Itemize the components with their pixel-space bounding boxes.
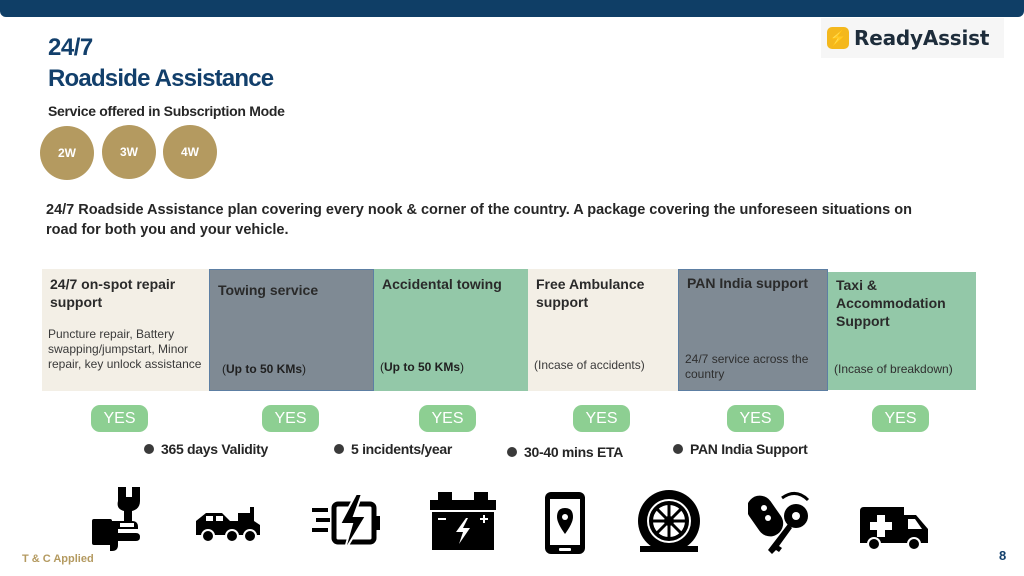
mechanic-wrench-icon	[88, 485, 144, 555]
service-detail: (Incase of breakdown)	[834, 362, 953, 376]
service-card-accidental-towing	[374, 269, 528, 391]
top-banner	[0, 0, 1024, 17]
brand-logo	[821, 18, 1004, 58]
service-card-pan-india	[678, 269, 828, 391]
tyre-icon	[634, 488, 704, 554]
car-battery-icon	[428, 490, 498, 552]
included-badge: YES	[262, 405, 319, 432]
bullet-icon	[507, 447, 517, 457]
feature-pan-india: PAN India Support	[673, 441, 808, 457]
service-title: 24/7 on-spot repair support	[50, 276, 176, 310]
feature-validity: 365 days Validity	[144, 441, 268, 457]
tow-truck-icon	[192, 503, 264, 543]
bullet-icon	[144, 444, 154, 454]
service-detail: (Up to 50 KMs)	[380, 360, 465, 374]
page-subtitle: Service offered in Subscription Mode	[48, 103, 285, 119]
service-detail: 24/7 service across the country	[685, 352, 809, 381]
bullet-icon	[334, 444, 344, 454]
service-card-towing	[209, 269, 374, 391]
feature-incidents: 5 incidents/year	[334, 441, 452, 457]
vehicle-type-3w: 3W	[102, 125, 156, 179]
ambulance-icon	[858, 505, 930, 551]
car-key-icon	[748, 488, 816, 560]
service-title: Taxi & Accommodation Support	[836, 277, 946, 329]
vehicle-type-2w: 2W	[40, 126, 94, 180]
service-detail: Puncture repair, Battery swapping/jumpstart, Minor repair, key unlock assistance	[48, 327, 202, 371]
service-detail: (Up to 50 KMs)	[222, 362, 307, 376]
vehicle-type-4w: 4W	[163, 125, 217, 179]
plan-description: 24/7 Roadside Assistance plan covering every nook & corner of the country. A package covering the unforeseen situations on road for both you and your vehicle.	[46, 202, 912, 238]
service-title: Accidental towing	[382, 276, 502, 292]
electric-bolt-icon	[312, 492, 382, 554]
included-badge: YES	[727, 405, 784, 432]
service-detail: (Incase of accidents)	[534, 358, 645, 372]
service-card-ambulance	[528, 269, 678, 391]
phone-location-icon	[543, 490, 587, 556]
service-card-taxi	[828, 272, 976, 390]
lightning-icon: ⚡	[827, 27, 849, 49]
terms-note: T & C Applied	[22, 553, 94, 565]
service-title: Towing service	[218, 282, 319, 298]
included-badge: YES	[419, 405, 476, 432]
service-title: Free Ambulance support	[536, 276, 645, 310]
included-badge: YES	[872, 405, 929, 432]
page-number: 8	[999, 548, 1007, 563]
page-title-line1: 24/7	[48, 34, 93, 61]
included-badge: YES	[91, 405, 148, 432]
feature-eta: 30-40 mins ETA	[507, 444, 623, 460]
bullet-icon	[673, 444, 683, 454]
service-title: PAN India support	[687, 275, 809, 291]
logo-text: ReadyAssist	[854, 26, 990, 50]
included-badge: YES	[573, 405, 630, 432]
service-card-onspot-repair	[42, 269, 209, 391]
page-title-line2: Roadside Assistance	[48, 65, 274, 92]
